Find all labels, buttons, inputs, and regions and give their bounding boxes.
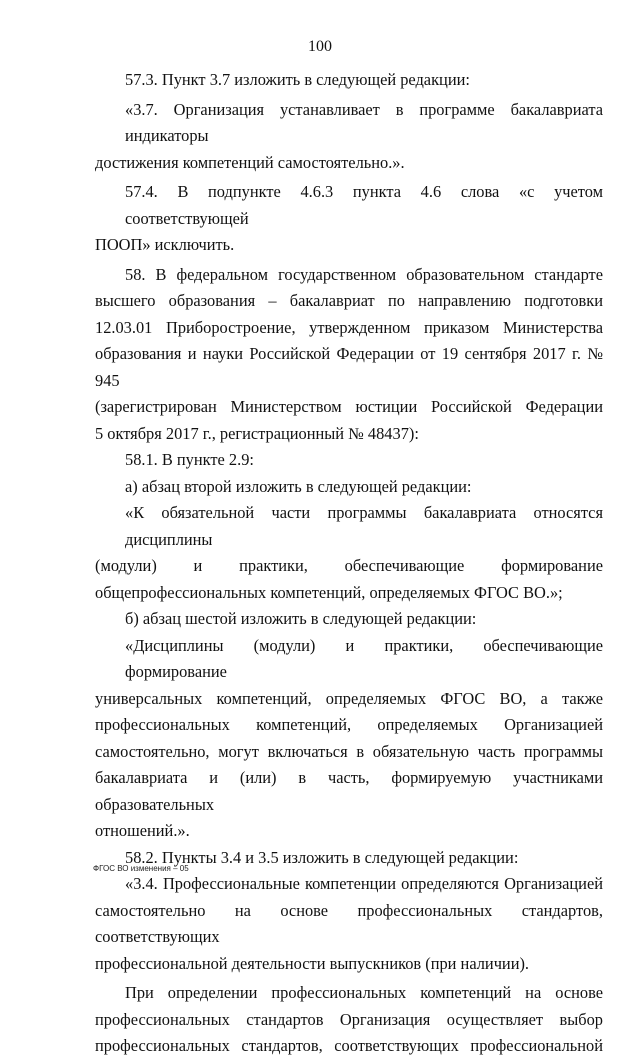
paragraph: [95, 67, 603, 94]
text-line: достижения компетенций самостоятельно.».: [95, 152, 405, 172]
text-line: б) абзац шестой изложить в следующей редакции:: [125, 609, 477, 628]
text-line: «3.4. Профессиональные компетенции определяются Организацией: [125, 874, 603, 893]
text-line: профессиональных стандартов Организация осуществляет выбор: [95, 1009, 603, 1029]
paragraph: [95, 447, 603, 474]
text-line: образования и науки Российской Федерации от 19 сентября 2017 г. № 945: [95, 344, 603, 390]
text-line: а) абзац второй изложить в следующей редакции:: [125, 476, 472, 496]
document-body: [95, 67, 603, 1060]
text-line: 57.3. Пункт 3.7 изложить в следующей редакции:: [125, 70, 470, 89]
text-line: (модули) и практики, обеспечивающие формирование: [95, 556, 603, 575]
text-line: высшего образования – бакалавриат по направлению подготовки: [95, 291, 603, 310]
page-number: 100: [308, 38, 332, 55]
text-line: 58. В федеральном государственном образовательном стандарте: [125, 264, 603, 284]
text-line: 58.1. В пункте 2.9:: [125, 450, 254, 469]
text-line: самостоятельно, могут включаться в обязательную часть программы: [95, 741, 603, 761]
text-line: «К обязательной части программы бакалавриата относятся дисциплины: [125, 503, 603, 549]
text-line: универсальных компетенций, определяемых ФГОС ВО, а также: [95, 688, 603, 708]
paragraph: [95, 500, 603, 606]
paragraph: [95, 262, 603, 448]
text-line: 57.4. В подпункте 4.6.3 пункта 4.6 слова «с учетом соответствующей: [125, 182, 603, 228]
text-line: «3.7. Организация устанавливает в программе бакалавриата индикаторы: [125, 99, 603, 145]
text-line: (зарегистрирован Министерством юстиции Российской Федерации: [95, 397, 603, 416]
text-line: общепрофессиональных компетенций, определяемых ФГОС ВО.»;: [95, 582, 563, 602]
paragraph: [95, 871, 603, 977]
paragraph: [95, 179, 603, 259]
paragraph: [95, 97, 603, 177]
paragraph: [95, 633, 603, 845]
text-line: самостоятельно на основе профессиональных стандартов, соответствующих: [95, 900, 603, 946]
text-line: «Дисциплины (модули) и практики, обеспечивающие формирование: [125, 635, 603, 681]
footer-note: ФГОС ВО изменения – 05: [93, 864, 189, 873]
paragraph: [95, 980, 603, 1060]
text-line: 58.2. Пункты 3.4 и 3.5 изложить в следующей редакции:: [125, 847, 519, 867]
text-line: 12.03.01 Приборостроение, утвержденном приказом Министерства: [95, 317, 603, 337]
text-line: профессиональной деятельности выпускников (при наличии).: [95, 953, 530, 973]
text-line: При определении профессиональных компетенций на основе: [125, 983, 603, 1002]
text-line: профессиональных компетенций, определяемых Организацией: [95, 715, 603, 734]
text-line: 5 октября 2017 г., регистрационный № 48437):: [95, 423, 419, 443]
text-line: ПООП» исключить.: [95, 235, 235, 254]
text-line: отношений.».: [95, 821, 190, 840]
text-line: профессиональных стандартов, соответствующих профессиональной: [95, 1036, 603, 1055]
text-line: бакалавриата и (или) в часть, формируемую участниками образовательных: [95, 768, 603, 814]
paragraph: [95, 606, 603, 633]
paragraph: [95, 474, 603, 501]
